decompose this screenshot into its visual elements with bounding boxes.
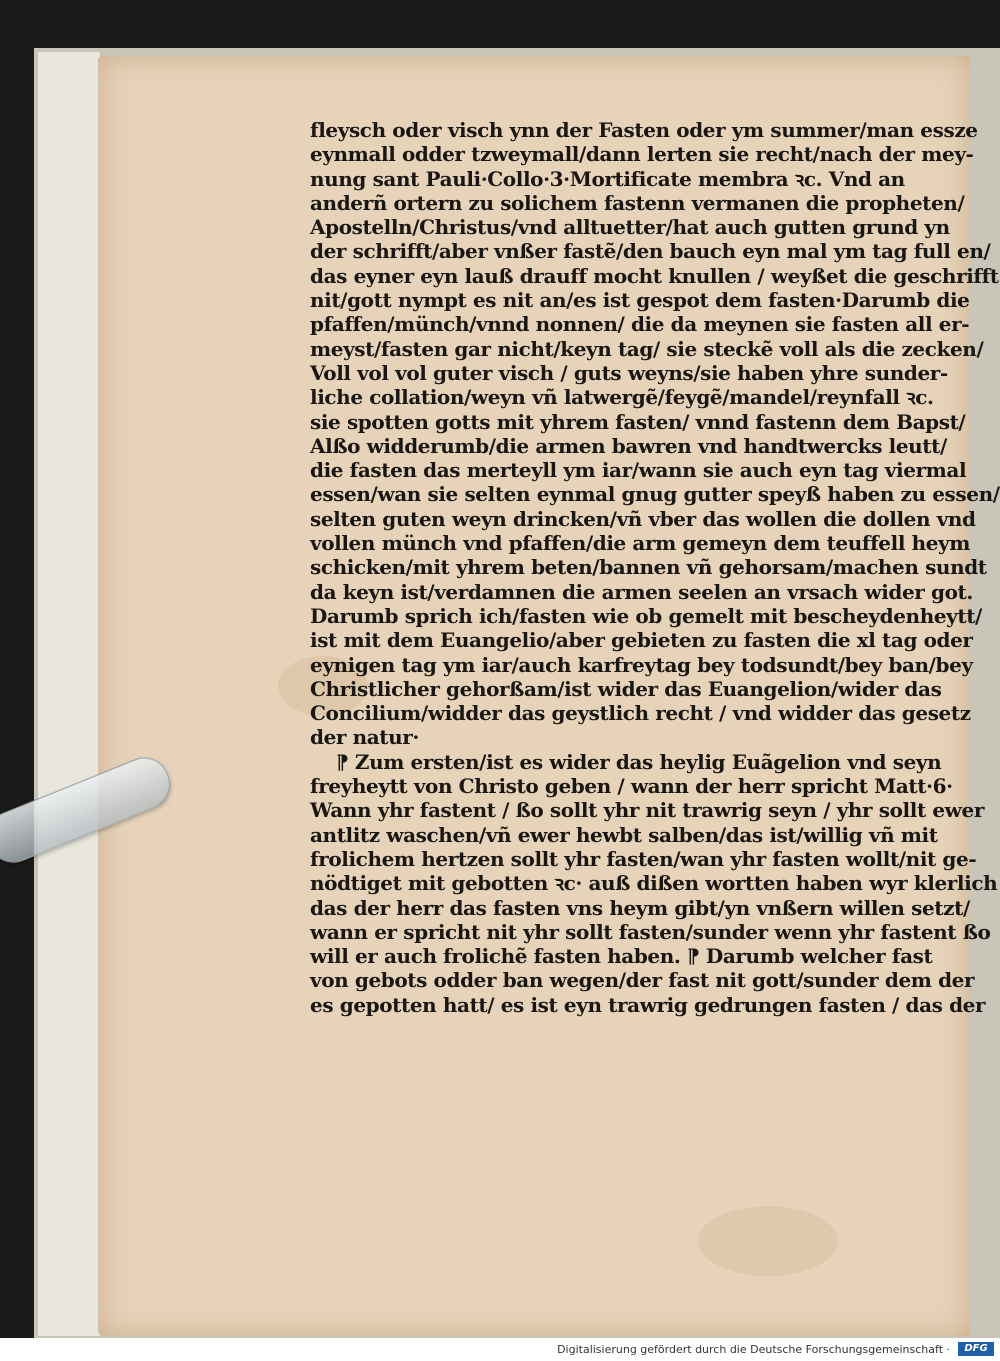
text-line: liche collation/weyn vñ latwergẽ/feygẽ/mandel/reynfall ꝛc. (310, 385, 934, 410)
text-line: antlitz waschen/vñ ewer hewbt salben/das ist/willig vñ mit (310, 822, 938, 847)
text-line: anderñ ortern zu solichem fastenn vermanen die propheten/ (310, 190, 965, 215)
text-line: Concilium/widder das geystlich recht / vnd widder das gesetz (310, 701, 971, 726)
page-stain (698, 1206, 838, 1276)
text-line: frolichem hertzen sollt yhr fasten/wan yhr fasten wollt/nit ge- (310, 846, 977, 871)
text-line: eynigen tag ym iar/auch karfreytag bey todsundt/bey ban/bey (310, 652, 973, 677)
footer-bar (0, 1338, 1000, 1361)
text-line: nödtiget mit gebotten ꝛc· auß dißen wortten haben wyr klerlich (310, 871, 998, 896)
funding-credit: Digitalisierung gefördert durch die Deutsche Forschungsgemeinschaft · (557, 1343, 950, 1356)
text-line: das der herr das fasten vns heym gibt/yn vnßern willen setzt/ (310, 895, 970, 920)
paragraph-start-line: ⁋ Zum ersten/ist es wider das heylig Euãgelion vnd seyn (336, 749, 942, 774)
text-line: nit/gott nympt es nit an/es ist gespot dem fasten·Darumb die (310, 288, 970, 313)
page-text (310, 118, 1000, 1017)
text-line: schicken/mit yhrem beten/bannen vñ gehorsam/machen sundt (310, 555, 987, 580)
text-line: von gebots odder ban wegen/der fast nit gott/sunder dem der (310, 968, 975, 993)
dfg-logo: DFG (958, 1342, 994, 1356)
text-line: Wann yhr fastent / ßo sollt yhr nit trawrig seyn / yhr sollt ewer (310, 798, 984, 823)
text-line: meyst/fasten gar nicht/keyn tag/ sie steckẽ voll als die zecken/ (310, 336, 984, 361)
text-line: vollen münch vnd pfaffen/die arm gemeyn dem teuffell heym (310, 531, 971, 556)
text-line: Darumb sprich ich/fasten wie ob gemelt mit bescheydenheytt/ (310, 603, 982, 628)
text-line: es gepotten hatt/ es ist eyn trawrig gedrungen fasten / das der (310, 992, 986, 1017)
text-line: ist mit dem Euangelio/aber gebieten zu fasten die xl tag oder (310, 628, 973, 653)
text-line: der natur· (310, 725, 419, 750)
flyleaf-edge (38, 52, 101, 1336)
text-line: fleysch oder visch ynn der Fasten oder ym summer/man essze (310, 118, 978, 142)
text-line: Voll vol vol guter visch / guts weyns/sie haben yhre sunder- (310, 360, 948, 385)
text-line: freyheytt von Christo geben / wann der herr spricht Matt·6· (310, 774, 953, 799)
text-line: das eyner eyn lauß drauff mocht knullen / weyßet die geschrifft (310, 263, 999, 288)
text-line: Christlicher gehorßam/ist wider das Euangelion/wider das (310, 676, 942, 701)
text-line: sie spotten gotts mit yhrem fasten/ vnnd fastenn dem Bapst/ (310, 409, 966, 434)
text-line: wann er spricht nit yhr sollt fasten/sunder wenn yhr fastent ßo (310, 919, 991, 944)
text-line: der schrifft/aber vnßer fastẽ/den bauch eyn mal ym tag full en/ (310, 239, 991, 264)
text-line: nung sant Pauli·Collo·3·Mortificate membra ꝛc. Vnd an (310, 166, 905, 191)
text-line: da keyn ist/verdamnen die armen seelen an vrsach wider got. (310, 579, 973, 604)
text-line: essen/wan sie selten eynmal gnug gutter speyß haben zu essen/ (310, 482, 1000, 507)
text-line: pfaffen/münch/vnnd nonnen/ die da meynen sie fasten all er- (310, 312, 970, 337)
text-line: Apostelln/Christus/vnd alltuetter/hat auch gutten grund yn (310, 215, 950, 240)
text-line: eynmall odder tzweymall/dann lerten sie recht/nach der mey- (310, 142, 974, 167)
text-line: selten guten weyn drincken/vñ vber das wollen die dollen vnd (310, 506, 976, 531)
text-line: Alßo widderumb/die armen bawren vnd handtwercks leutt/ (310, 433, 947, 458)
text-line: die fasten das merteyll ym iar/wann sie auch eyn tag viermal (310, 458, 967, 483)
text-line: will er auch frolichẽ fasten haben. ⁋ Darumb welcher fast (310, 944, 933, 969)
